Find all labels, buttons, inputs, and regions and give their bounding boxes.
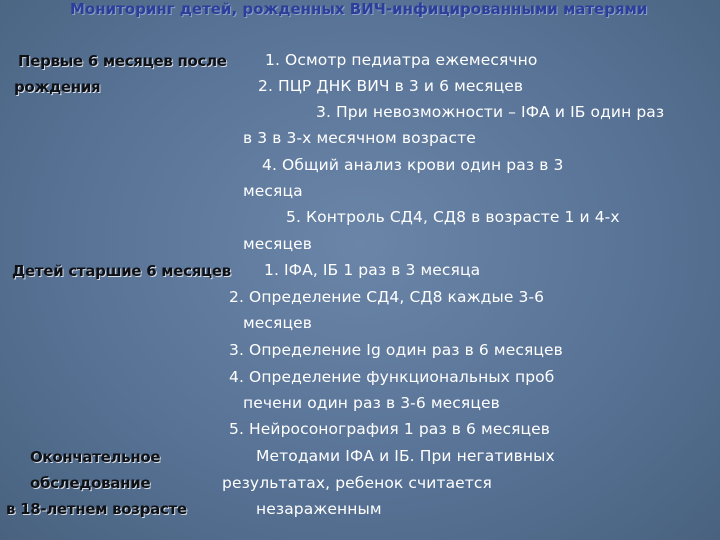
section-2-line-7: 5. Нейросонография 1 раз в 6 месяцев: [229, 420, 551, 438]
slide-title: Мониторинг детей, рожденных ВИЧ-инфицированными матерями: [70, 0, 648, 18]
section-3-label-line-1: Окончательное: [30, 448, 161, 466]
section-2-line-2: 2. Определение СД4, СД8 каждые 3-6: [229, 288, 545, 306]
section-3-label-line-3: в 18-летнем возрасте: [6, 500, 187, 518]
section-1-line-2: 2. ПЦР ДНК ВИЧ в 3 и 6 месяцев: [258, 77, 524, 95]
section-3-line-3: незараженным: [256, 500, 382, 518]
section-1-label-line-1: Первые 6 месяцев после: [18, 52, 227, 70]
section-1-line-5: 4. Общий анализ крови один раз в 3: [262, 156, 564, 174]
section-1-line-6: месяца: [243, 182, 303, 200]
section-3-line-1: Методами ІФА и ІБ. При негативных: [256, 447, 555, 465]
section-2-label-line-1: Детей старшие 6 месяцев: [12, 262, 231, 280]
section-1-line-7: 5. Контроль СД4, СД8 в возрасте 1 и 4-х: [286, 208, 620, 226]
section-2-line-6: печени один раз в 3-6 месяцев: [243, 394, 500, 412]
section-3-label-line-2: обследование: [30, 474, 151, 492]
section-2-line-4: 3. Определение Ig один раз в 6 месяцев: [229, 341, 563, 359]
section-2-line-1: 1. ІФА, ІБ 1 раз в 3 месяца: [264, 261, 481, 279]
section-2-line-3: месяцев: [243, 314, 312, 332]
section-2-line-5: 4. Определение функциональных проб: [229, 368, 555, 386]
section-1-line-8: месяцев: [243, 235, 312, 253]
section-1-line-1: 1. Осмотр педиатра ежемесячно: [265, 51, 538, 69]
section-1-label-line-2: рождения: [14, 78, 101, 96]
section-3-line-2: результатах, ребенок считается: [222, 474, 492, 492]
section-1-line-4: в 3 в 3-х месячном возрасте: [243, 129, 476, 147]
section-1-line-3: 3. При невозможности – ІФА и ІБ один раз: [316, 103, 665, 121]
